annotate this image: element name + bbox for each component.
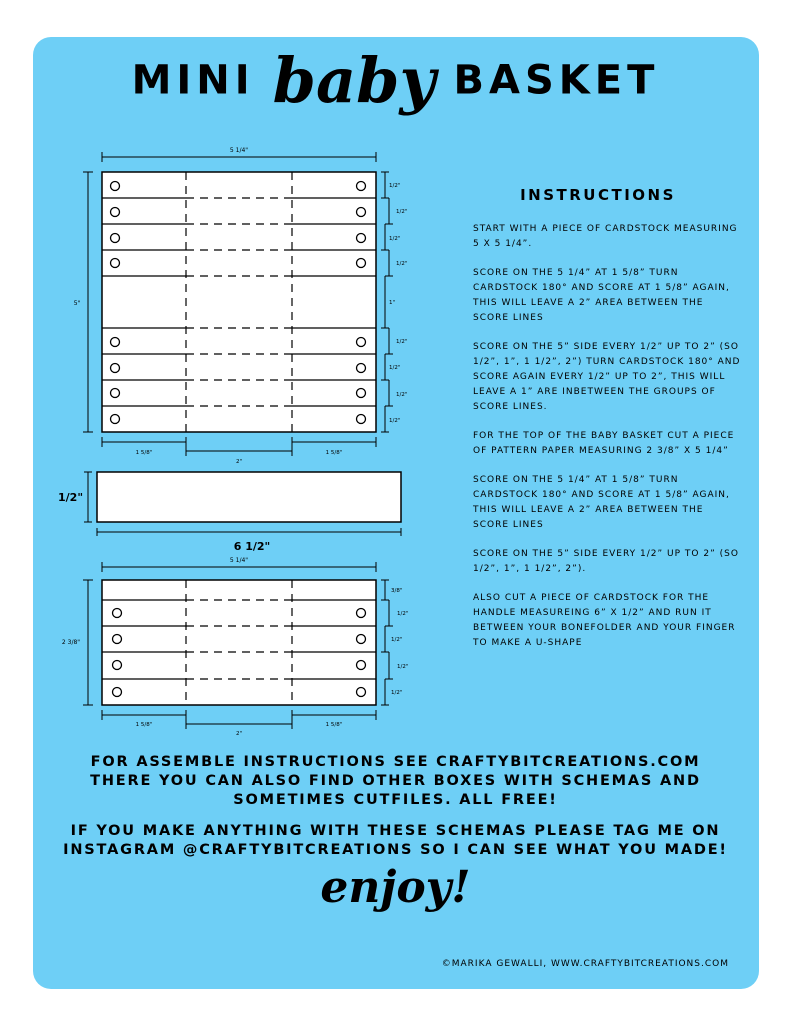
handle-strip-template — [58, 472, 401, 553]
instruction-paragraph: SCORE ON THE 5 1/4” AT 1 5/8” TURN CARDSTOCK 180° AND SCORE AT 1 5/8” AGAIN, THIS WILL LEAVE A 2” AREA BETWEEN THE SCORE LINES — [473, 268, 730, 323]
d2-bottom-label-3: 1 5/8" — [325, 722, 343, 728]
copyright-line: ©MARIKA GEWALLI, WWW.CRAFTYBITCREATIONS.COM — [441, 959, 729, 969]
instruction-paragraph: SCORE ON THE 5” SIDE EVERY 1/2” UP TO 2” (SO 1/2”, 1”, 1 1/2”, 2”) TURN CARDSTOCK 180° AND SCORE AGAIN EVERY 1/2” UP TO 2”, THIS WILL LEAVE A 1” ARE INBETWEEN THE GROUPS OF SCORE LINES. — [473, 342, 741, 412]
enjoy-closing: enjoy! — [320, 862, 471, 913]
instruction-paragraph: FOR THE TOP OF THE BABY BASKET CUT A PIECE OF PATTERN PAPER MEASURING 2 3/8” X 5 1/4” — [473, 431, 735, 456]
handle-height-label: 1/2" — [58, 491, 84, 504]
d2-bottom-label-2: 2" — [235, 731, 243, 737]
footer-line-4: IF YOU MAKE ANYTHING WITH THESE SCHEMAS PLEASE TAG ME ON — [70, 823, 721, 839]
instruction-paragraph: ALSO CUT A PIECE OF CARDSTOCK FOR THE HANDLE MEASUREING 6” X 1/2” AND RUN IT BETWEEN YOUR BONEFOLDER AND YOUR FINGER TO MAKE A U-SHAPE — [473, 593, 736, 648]
diagram2-height-label: 2 3/8" — [61, 639, 81, 646]
d1-right-label-9: 1/2" — [389, 418, 401, 424]
d2-bottom-label-1: 1 5/8" — [135, 722, 153, 728]
footer-line-3: SOMETIMES CUTFILES. ALL FREE! — [233, 792, 558, 808]
instruction-paragraph: SCORE ON THE 5 1/4” AT 1 5/8” TURN CARDSTOCK 180° AND SCORE AT 1 5/8” AGAIN, THIS WILL LEAVE A 2” AREA BETWEEN THE SCORE LINES — [473, 475, 730, 530]
footer-line-5: INSTAGRAM @CRAFTYBITCREATIONS SO I CAN SEE WHAT YOU MADE! — [63, 842, 728, 858]
d2-right-label-3: 1/2" — [391, 637, 403, 643]
title-baby: baby — [272, 44, 436, 117]
d2-right-label-2: 1/2" — [397, 611, 409, 617]
diagram2-width-label: 5 1/4" — [229, 557, 249, 564]
d1-right-label-6: 1/2" — [396, 339, 408, 345]
footer-line-2: THERE YOU CAN ALSO FIND OTHER BOXES WITH SCHEMAS AND — [90, 773, 701, 789]
d1-right-label-8: 1/2" — [396, 392, 408, 398]
instruction-paragraph: SCORE ON THE 5” SIDE EVERY 1/2” UP TO 2” (SO 1/2”, 1”, 1 1/2”, 2”). — [473, 549, 739, 574]
d2-right-label-1: 3/8" — [391, 588, 403, 594]
d2-right-label-5: 1/2" — [391, 690, 403, 696]
d1-bottom-label-1: 1 5/8" — [135, 450, 153, 456]
basket-top-template — [62, 557, 408, 737]
d1-right-label-1: 1/2" — [389, 183, 401, 189]
instruction-paragraph: START WITH A PIECE OF CARDSTOCK MEASURING 5 X 5 1/4”. — [473, 224, 738, 249]
d1-bottom-label-3: 1 5/8" — [325, 450, 343, 456]
d1-right-label-4: 1/2" — [396, 261, 408, 267]
d1-bottom-label-2: 2" — [235, 459, 243, 465]
diagram1-height-label: 5" — [73, 300, 81, 307]
title-basket: BASKET — [453, 57, 660, 104]
basket-body-template — [74, 147, 408, 465]
diagram1-width-label: 5 1/4" — [229, 147, 249, 154]
d2-right-label-4: 1/2" — [397, 664, 409, 670]
instructions-section — [473, 186, 743, 665]
d1-right-label-3: 1/2" — [389, 236, 401, 242]
d1-right-label-5: 1" — [389, 300, 396, 306]
assembly-note — [40, 753, 751, 810]
instructions-heading: INSTRUCTIONS — [520, 186, 676, 204]
d1-right-label-7: 1/2" — [389, 365, 401, 371]
handle-width-label: 6 1/2" — [233, 540, 271, 553]
instagram-note — [40, 822, 751, 860]
footer-line-1: FOR ASSEMBLE INSTRUCTIONS SEE CRAFTYBITCREATIONS.COM — [90, 754, 701, 770]
title-mini: MINI — [131, 57, 255, 104]
d1-right-label-2: 1/2" — [396, 209, 408, 215]
